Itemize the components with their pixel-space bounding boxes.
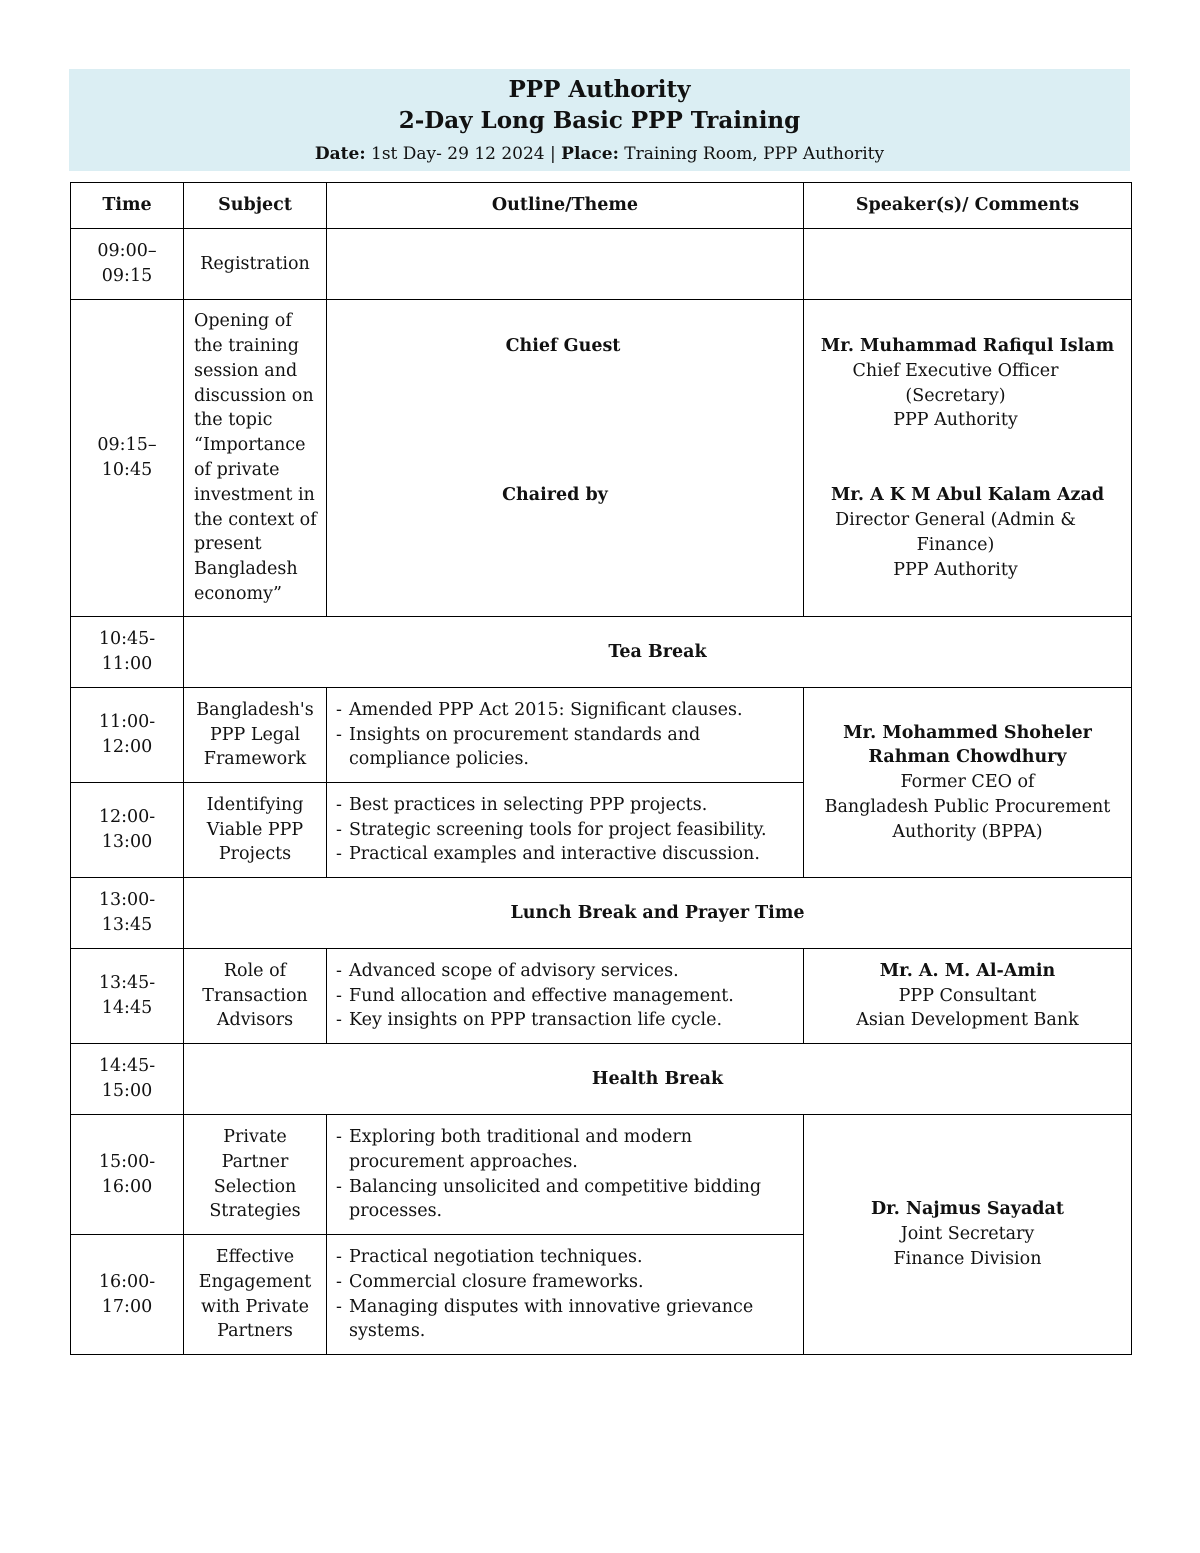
speaker-role: Finance) (916, 534, 995, 555)
speaker-name: Rahman Chowdhury (868, 747, 1067, 768)
training-title: 2-Day Long Basic PPP Training (398, 107, 801, 134)
schedule-table (70, 182, 1132, 1355)
time-cell: 12:00- 13:00 (71, 783, 184, 878)
list-item: - Best practices in selecting PPP projects. (336, 793, 796, 818)
speaker-cell (804, 1115, 1132, 1355)
col-outline: Outline/Theme (327, 183, 804, 229)
list-item: - Balancing unsolicited and competitive bidding processes. (336, 1175, 796, 1225)
speaker-role: Chief Executive Officer (852, 360, 1059, 381)
list-item: - Managing disputes with innovative grievance systems. (336, 1295, 796, 1345)
speaker-role: Former CEO of (900, 772, 1035, 793)
col-speaker: Speaker(s)/ Comments (804, 183, 1132, 229)
speaker-cell (804, 688, 1132, 878)
subject-cell: Role of Transaction Advisors (184, 949, 327, 1044)
time-cell: 13:45- 14:45 (71, 949, 184, 1044)
speaker-name: Mr. A. M. Al-Amin (879, 960, 1056, 981)
list-item: - Practical examples and interactive discussion. (336, 842, 796, 867)
speaker-role: Joint Secretary (900, 1224, 1035, 1245)
speaker-cell (804, 300, 1132, 617)
health-break: Health Break (184, 1044, 1132, 1115)
list-item: - Key insights on PPP transaction life cycle. (336, 1008, 796, 1033)
speaker-org: Finance Division (893, 1248, 1042, 1269)
table-row (71, 229, 1132, 300)
table-row (71, 617, 1132, 688)
chief-guest-label: Chief Guest (505, 336, 621, 356)
subject-cell: Identifying Viable PPP Projects (184, 783, 327, 878)
list-item: - Exploring both traditional and modern procurement approaches. (336, 1125, 796, 1175)
outline-cell (327, 1235, 804, 1355)
subject-cell: Registration (184, 229, 327, 300)
list-item: - Advanced scope of advisory services. (336, 959, 796, 984)
list-item: - Strategic screening tools for project feasibility. (336, 818, 796, 843)
outline-cell (327, 783, 804, 878)
org-title: PPP Authority (508, 76, 691, 103)
list-item: - Amended PPP Act 2015: Significant clauses. (336, 698, 796, 723)
table-row (71, 688, 1132, 783)
speaker-org: PPP Authority (893, 410, 1018, 431)
list-item: - Practical negotiation techniques. (336, 1245, 796, 1270)
speaker-org: Asian Development Bank (856, 1010, 1079, 1031)
time-cell: 10:45- 11:00 (71, 617, 184, 688)
table-row (71, 1115, 1132, 1235)
time-cell: 09:00– 09:15 (71, 229, 184, 300)
time-cell: 15:00- 16:00 (71, 1115, 184, 1235)
time-cell: 09:15– 10:45 (71, 300, 184, 617)
list-item: - Insights on procurement standards and compliance policies. (336, 723, 796, 773)
list-item: - Commercial closure frameworks. (336, 1270, 796, 1295)
speaker-name: Mr. A K M Abul Kalam Azad (830, 485, 1105, 506)
place-label: Place: (561, 144, 619, 164)
date-label: Date: (314, 144, 366, 164)
speaker-cell (804, 229, 1132, 300)
outline-cell (327, 229, 804, 300)
time-cell: 11:00- 12:00 (71, 688, 184, 783)
speaker-cell (804, 949, 1132, 1044)
outline-cell (327, 300, 804, 617)
time-cell: 14:45- 15:00 (71, 1044, 184, 1115)
speaker-name: Dr. Najmus Sayadat (871, 1199, 1064, 1220)
outline-cell (327, 688, 804, 783)
speaker-name: Mr. Muhammad Rafiqul Islam (820, 336, 1115, 356)
speaker-org: Authority (BPPA) (892, 821, 1043, 842)
table-header-row (71, 183, 1132, 229)
speaker-role: PPP Consultant (898, 985, 1037, 1006)
list-item: - Fund allocation and effective management. (336, 984, 796, 1009)
speaker-name: Mr. Mohammed Shoheler (843, 722, 1092, 743)
chaired-by-label: Chaired by (502, 484, 608, 505)
speaker-role: (Secretary) (905, 385, 1006, 406)
table-row (71, 949, 1132, 1044)
outline-cell (327, 949, 804, 1044)
subject-cell: Opening of the training session and discussion on the topic “Importance of private investment in the context of present Bangladesh economy” (184, 300, 327, 617)
subject-cell: Effective Engagement with Private Partners (184, 1235, 327, 1355)
lunch-break: Lunch Break and Prayer Time (184, 878, 1132, 949)
tea-break: Tea Break (184, 617, 1132, 688)
subject-cell: Private Partner Selection Strategies (184, 1115, 327, 1235)
document-header (69, 69, 1130, 171)
time-cell: 13:00- 13:45 (71, 878, 184, 949)
speaker-org: Bangladesh Public Procurement (824, 796, 1111, 817)
subject-cell: Bangladesh's PPP Legal Framework (184, 688, 327, 783)
table-row (71, 878, 1132, 949)
date-value: 1st Day- 29 12 2024 | (365, 144, 562, 164)
time-cell: 16:00- 17:00 (71, 1235, 184, 1355)
table-row (71, 1044, 1132, 1115)
outline-cell (327, 1115, 804, 1235)
date-place-line (69, 141, 1130, 167)
table-row (71, 300, 1132, 617)
col-time: Time (71, 183, 184, 229)
place-value: Training Room, PPP Authority (618, 144, 885, 164)
speaker-org: PPP Authority (893, 559, 1018, 580)
col-subject: Subject (184, 183, 327, 229)
speaker-role: Director General (Admin & (835, 509, 1076, 530)
